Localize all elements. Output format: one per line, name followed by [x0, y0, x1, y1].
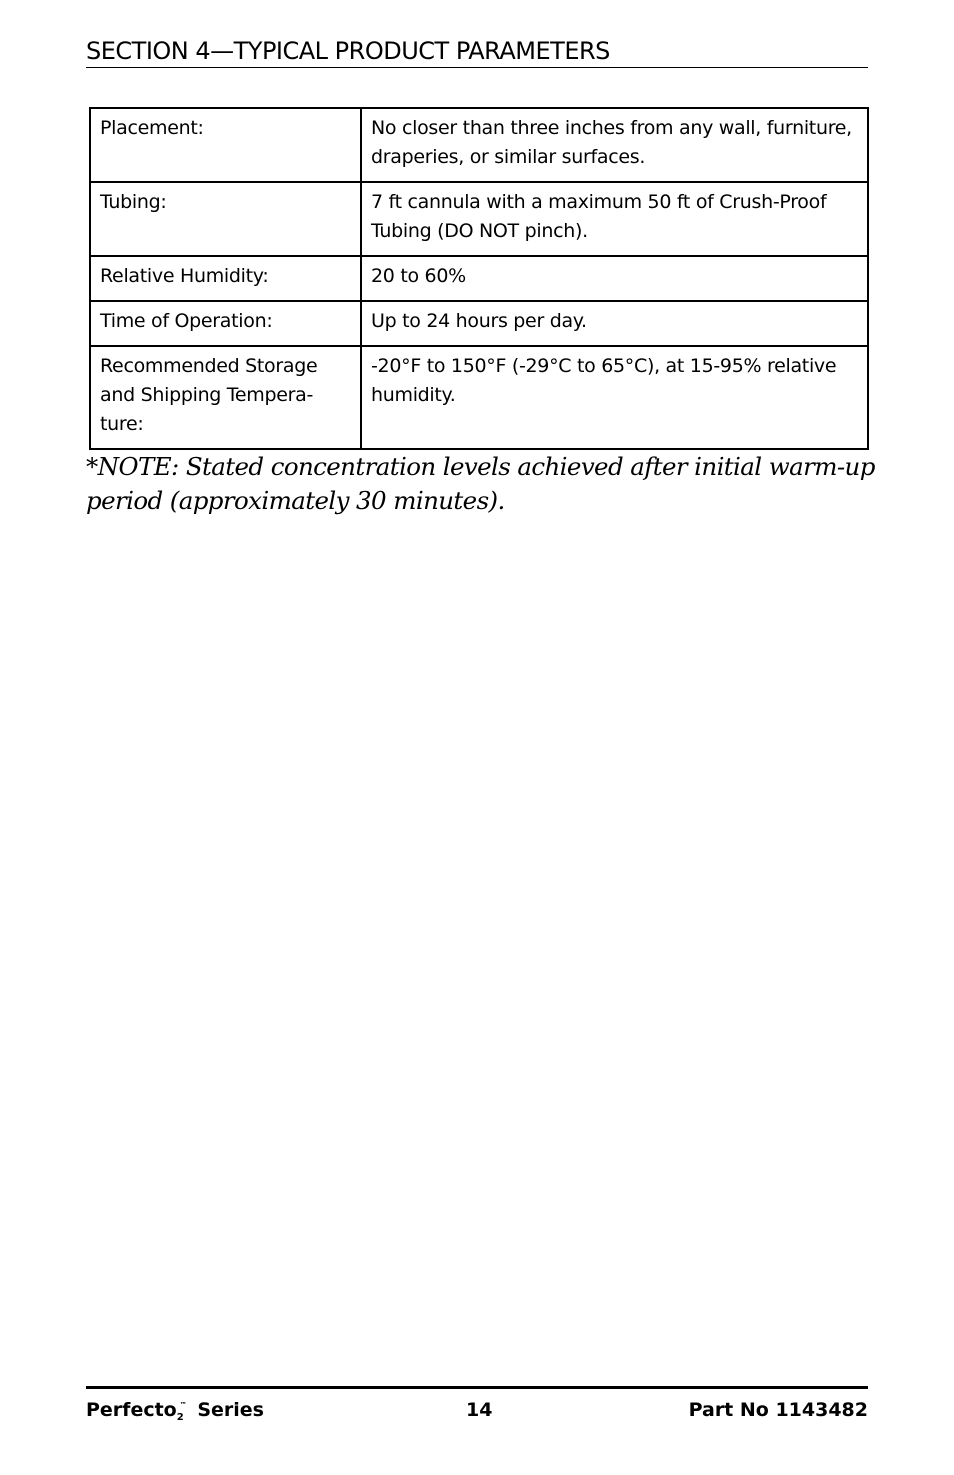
table-row: [90, 182, 868, 256]
row-value-tubing: 7 ft cannula with a maximum 50 ft of Crush-Proof Tubing (DO NOT pinch).: [361, 182, 868, 256]
table-row: [90, 301, 868, 346]
section-header: [86, 34, 868, 68]
row-label-tubing: Tubing:: [90, 182, 361, 256]
footer-product-name: Perfecto: [86, 1399, 177, 1421]
row-value-humidity: 20 to 60%: [361, 256, 868, 301]
table-row: [90, 346, 868, 449]
row-value-storage: -20°F to 150°F (-29°C to 65°C), at 15-95% relative humidity.: [361, 346, 868, 449]
part-number: Part No 1143482: [688, 1399, 868, 1421]
table-row: [90, 108, 868, 182]
row-label-placement: Placement:: [90, 108, 361, 182]
row-value-placement: No closer than three inches from any wall, furniture, draperies, or similar surfaces.: [361, 108, 868, 182]
table-row: [90, 256, 868, 301]
trademark-symbol: ™: [179, 1401, 187, 1409]
section-title: SECTION 4—TYPICAL PRODUCT PARAMETERS: [86, 37, 610, 65]
footer-product: [86, 1399, 264, 1423]
row-label-storage: Recommended Storage and Shipping Tempera-ture:: [90, 346, 361, 449]
footer-product-subscript: 2: [176, 1412, 184, 1423]
parameters-table: [89, 107, 869, 450]
page-footer: [86, 1386, 868, 1426]
footer-series: Series: [197, 1399, 264, 1421]
page-number: 14: [466, 1399, 493, 1421]
row-label-operation-time: Time of Operation:: [90, 301, 361, 346]
row-value-operation-time: Up to 24 hours per day.: [361, 301, 868, 346]
row-label-humidity: Relative Humidity:: [90, 256, 361, 301]
concentration-note: *NOTE: Stated concentration levels achieved after initial warm-up period (approximately 30 minutes).: [86, 452, 875, 515]
